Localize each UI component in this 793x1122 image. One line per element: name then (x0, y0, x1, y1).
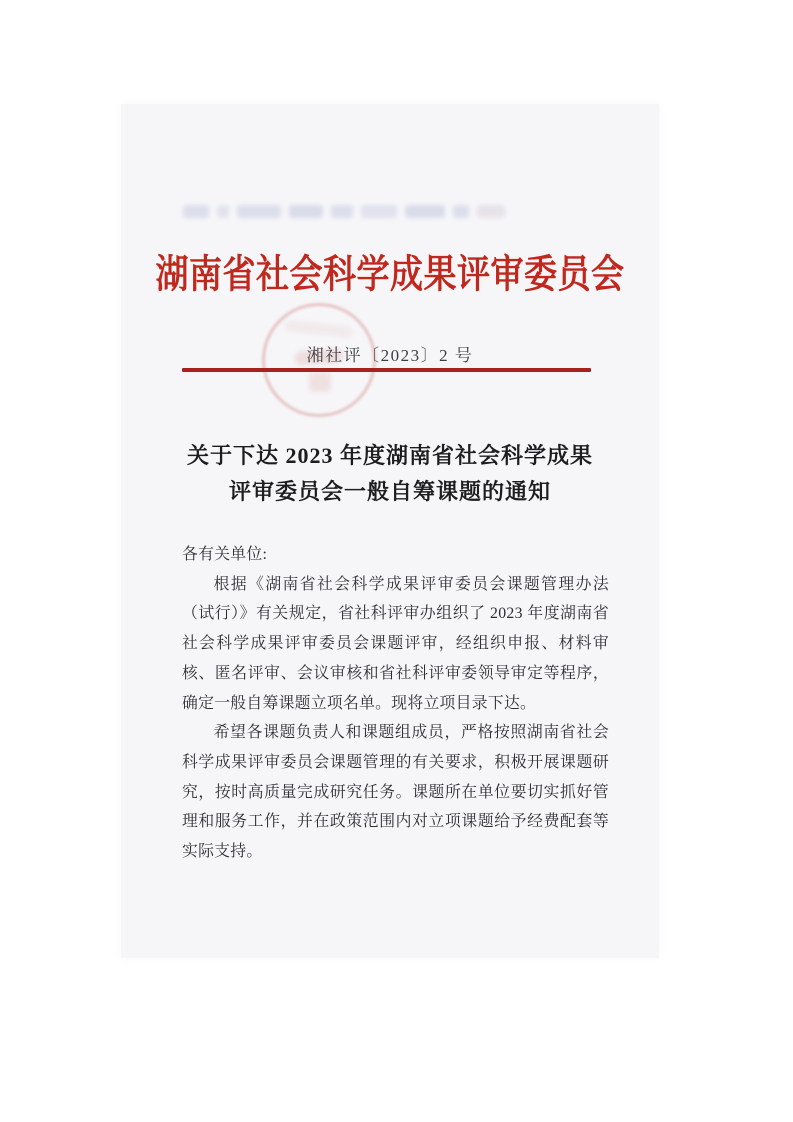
document-title-line1: 关于下达 2023 年度湖南省社会科学成果 (186, 443, 593, 468)
bleedthrough-ghost-text (183, 205, 587, 231)
ghost-text-segment (183, 205, 209, 218)
body-paragraph-2: 希望各课题负责人和课题组成员，严格按照湖南省社会科学成果评审委员会课题管理的有关要求，积极开展课题研究，按时高质量完成研究任务。课题所在单位要切实抓好管理和服务工作，并在政策范围内对立项课题给予经费配套等实际支持。 (182, 724, 609, 861)
seal-mark (285, 320, 354, 337)
ghost-text-segment (453, 205, 469, 218)
red-divider-line (182, 368, 591, 372)
ghost-text-segment (361, 205, 397, 218)
document-number: 湘社评〔2023〕2 号 (306, 346, 474, 365)
ghost-text-segment (289, 205, 323, 218)
document-title-line2: 评审委员会一般自筹课题的通知 (228, 479, 551, 504)
page-scan-area (121, 104, 659, 958)
body-paragraph-1: 根据《湖南省社会科学成果评审委员会课题管理办法（试行）》有关规定，省社科评审办组织了 2023 年度湖南省社会科学成果评审委员会课题评审，经组织申报、材料审核、匿名评审、会议审核和省社科评审委领导审定等程序，确定一般自筹课题立项名单。现将立项目录下达。 (182, 575, 609, 712)
ghost-text-segment (477, 205, 505, 218)
ghost-text-segment (405, 205, 445, 218)
seal-mark (309, 372, 331, 392)
ghost-text-segment (217, 205, 229, 218)
document-body (182, 540, 609, 867)
ghost-text-segment (237, 205, 281, 218)
document-title (121, 438, 659, 510)
salutation: 各有关单位: (182, 546, 268, 563)
letterhead-org-title: 湖南省社会科学成果评审委员会 (155, 254, 625, 298)
ghost-text-segment (331, 205, 353, 218)
